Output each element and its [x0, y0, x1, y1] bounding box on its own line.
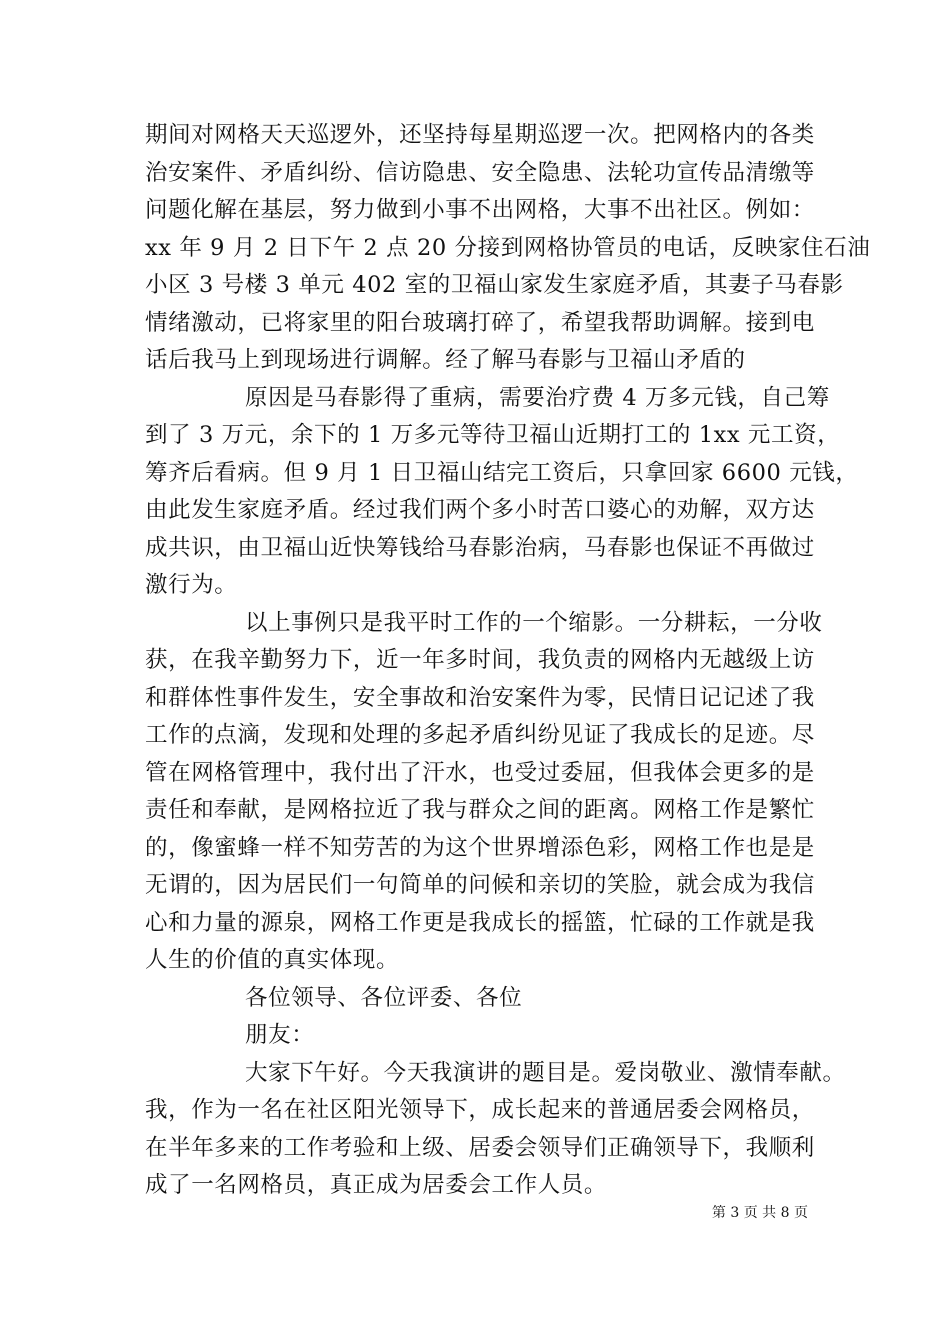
text-line: 各位领导、各位评委、各位	[245, 984, 523, 1011]
text-line: 工作的点滴，发现和处理的多起矛盾纠纷见证了我成长的足迹。尽	[145, 722, 815, 748]
text-line: 管在网格管理中，我付出了汗水，也受过委屈，但我体会更多的是	[145, 759, 815, 786]
text-line: 情绪激动，已将家里的阳台玻璃打碎了，希望我帮助调解。接到电	[145, 309, 815, 336]
text-line: 成了一名网格员，真正成为居委会工作人员。	[145, 1172, 608, 1198]
text-line: 期间对网格天天巡逻外，还坚持每星期巡逻一次。把网格内的各类	[145, 122, 815, 148]
text-line: 和群体性事件发生，安全事故和治安案件为零，民情日记记述了我	[145, 684, 815, 711]
text-line: 人生的价值的真实体现。	[145, 947, 400, 973]
paragraph	[145, 1055, 846, 1205]
paragraph	[145, 605, 823, 980]
page-footer	[712, 1203, 808, 1223]
text-line: 由此发生家庭矛盾。经过我们两个多小时苦口婆心的劝解，双方达	[145, 497, 815, 523]
text-line: 话后我马上到现场进行调解。经了解马春影与卫福山矛盾的	[145, 347, 746, 373]
text-line: 获，在我辛勤努力下，近一年多时间，我负责的网格内无越级上访	[145, 647, 815, 673]
paragraph	[145, 1017, 820, 1055]
text-line: xx 年 9 月 2 日下午 2 点 20 分接到网格协管员的电话，反映家住石油	[145, 234, 871, 261]
page-number-label: 第 3 页 共 8 页	[711, 1205, 808, 1221]
paragraph	[145, 117, 871, 380]
text-line: 小区 3 号楼 3 单元 402 室的卫福山家发生家庭矛盾，其妻子马春影	[145, 272, 844, 298]
text-line: 无谓的，因为居民们一句简单的问候和亲切的笑脸，就会成为我信	[145, 872, 815, 898]
text-line: 大家下午好。今天我演讲的题目是。爱岗敬业、激情奉献。	[245, 1059, 846, 1086]
text-line: 心和力量的源泉，网格工作更是我成长的摇篮，忙碌的工作就是我	[145, 909, 815, 936]
text-line: 在半年多来的工作考验和上级、居委会领导们正确领导下，我顺利	[145, 1134, 815, 1161]
text-line: 我，作为一名在社区阳光领导下，成长起来的普通居委会网格员，	[145, 1097, 815, 1123]
text-line: 的，像蜜蜂一样不知劳苦的为这个世界增添色彩，网格工作也是是	[145, 834, 815, 861]
text-line: 到了 3 万元，余下的 1 万多元等待卫福山近期打工的 1xx 元工资，	[145, 422, 841, 448]
text-line: 治安案件、矛盾纠纷、信访隐患、安全隐患、法轮功宣传品清缴等	[145, 159, 815, 186]
document-body	[145, 117, 871, 1205]
paragraph	[145, 380, 859, 605]
paragraph	[145, 980, 820, 1018]
text-line: 激行为。	[145, 572, 238, 598]
text-line: 成共识，由卫福山近快筹钱给马春影治病，马春影也保证不再做过	[145, 534, 815, 561]
text-line: 筹齐后看病。但 9 月 1 日卫福山结完工资后，只拿回家 6600 元钱，	[145, 459, 859, 486]
text-line: 原因是马春影得了重病，需要治疗费 4 万多元钱，自己筹	[245, 384, 830, 411]
text-line: 问题化解在基层，努力做到小事不出网格，大事不出社区。例如：	[145, 197, 815, 223]
text-line: 以上事例只是我平时工作的一个缩影。一分耕耘，一分收	[245, 609, 823, 636]
text-line: 责任和奉献，是网格拉近了我与群众之间的距离。网格工作是繁忙	[145, 797, 815, 823]
text-line: 朋友：	[245, 1022, 315, 1048]
